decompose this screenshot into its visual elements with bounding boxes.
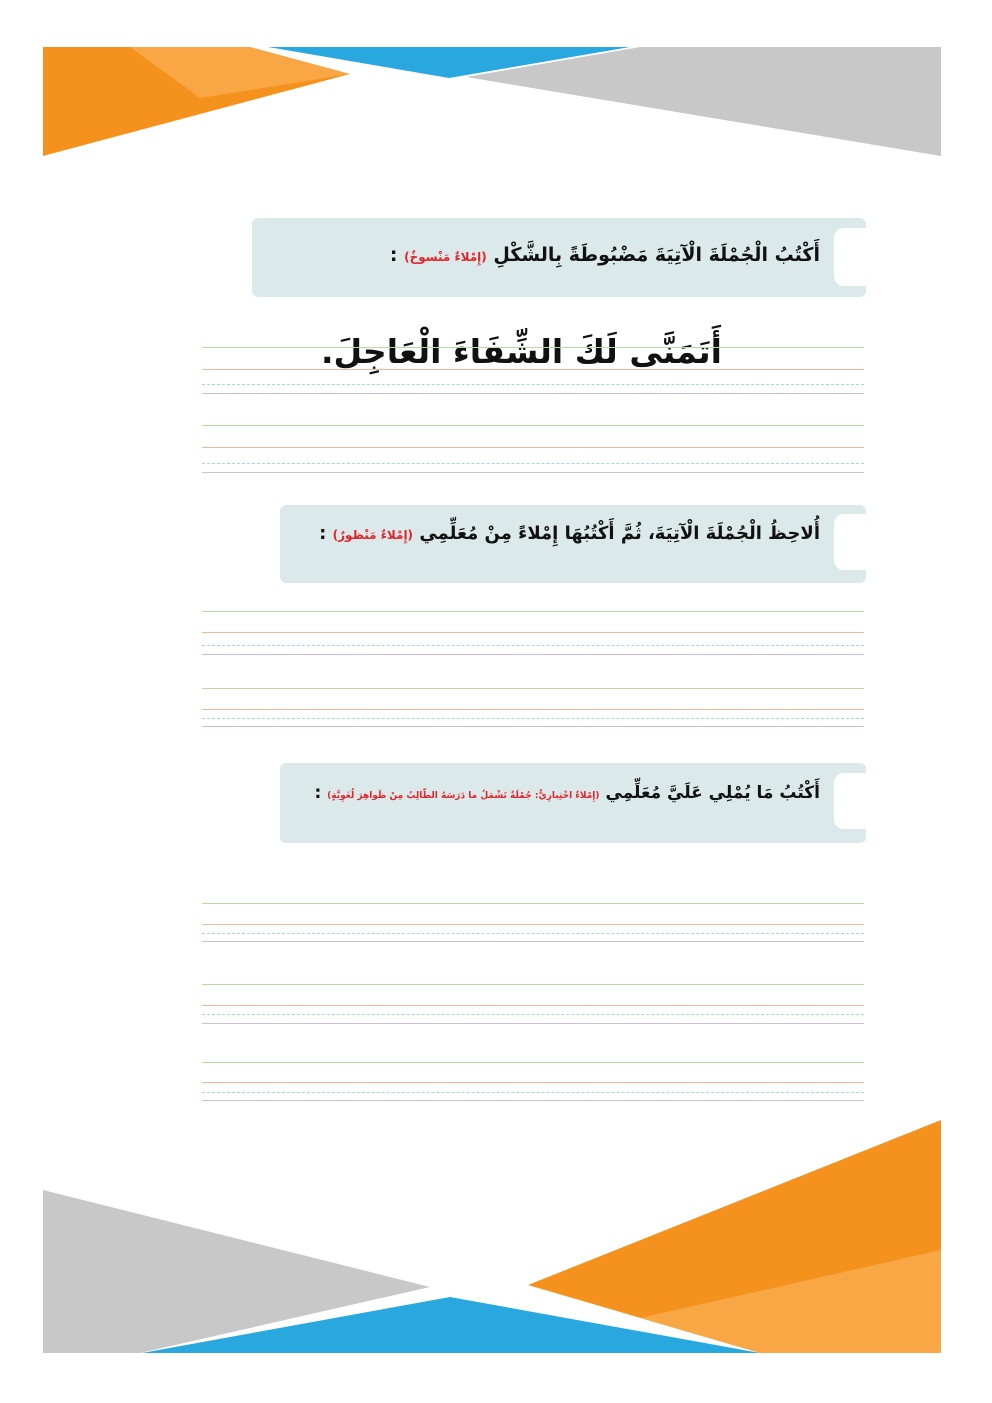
guide-line [202, 369, 864, 370]
guide-line [202, 688, 864, 689]
guide-line [202, 393, 864, 394]
exercise-3-instruction-row [314, 783, 820, 803]
exercise-2-instruction-row [319, 523, 820, 544]
guide-line [202, 611, 864, 612]
guide-line [202, 632, 864, 633]
guide-line [202, 1005, 864, 1006]
guide-line [202, 984, 864, 985]
guide-line [202, 903, 864, 904]
exercise-1-banner [252, 218, 866, 297]
exercise-1-instruction-row [390, 244, 820, 266]
guide-line [202, 425, 864, 426]
guide-line [202, 447, 864, 448]
banner-notch [834, 773, 866, 829]
top-gray-triangle [466, 47, 941, 156]
guide-line [202, 924, 864, 925]
guide-line [202, 709, 864, 710]
exercise-3-banner [280, 763, 866, 843]
exercise-3-note: (إِمْلاءٌ اخْتِبارِيٌّ: جُمْلَةٌ تَشْمَلُ ما دَرَسَهُ الطّالِبُ مِنْ ظَواهِرَ لُغَوِيَّةٍ) [327, 791, 600, 801]
exercise-2-banner [280, 505, 866, 583]
guide-line [202, 645, 864, 646]
guide-line [202, 347, 864, 348]
exercise-3-instruction: أَكْتُبُ مَا يُمْلِي عَلَيَّ مُعَلِّمِي [605, 783, 820, 803]
guide-line [202, 384, 864, 385]
exercise-2-colon: : [319, 523, 327, 544]
guide-line [202, 1100, 864, 1101]
exercise-2-note: (إِمْلاءٌ مَنْظورٌ) [332, 528, 414, 542]
banner-notch [834, 228, 866, 286]
guide-line [202, 941, 864, 942]
guide-line [202, 654, 864, 655]
exercise-2-instruction: أُلاحِظُ الْجُمْلَةَ الْآتِيَةَ، ثُمَّ أَكْتُبُهَا إِمْلاءً مِنْ مُعَلِّمِي [419, 523, 820, 544]
guide-line [202, 472, 864, 473]
banner-notch [834, 514, 866, 570]
guide-line [202, 1014, 864, 1015]
guide-line [202, 726, 864, 727]
guide-line [202, 1082, 864, 1083]
exercise-1-colon: : [389, 244, 398, 266]
guide-line [202, 933, 864, 934]
model-sentence: أَتَمَنَّى لَكَ الشِّفَاءَ الْعَاجِلَ. [320, 332, 722, 371]
guide-line [202, 1092, 864, 1093]
exercise-3-colon: : [314, 783, 322, 803]
guide-line [202, 1023, 864, 1024]
exercise-1-note: (إِمْلاءٌ مَنْسوخٌ) [404, 250, 487, 264]
exercise-1-instruction: أَكْتُبُ الْجُمْلَةَ الْآتِيَةَ مَضْبُوطَةً بِالشَّكْلِ [493, 244, 820, 266]
guide-line [202, 1062, 864, 1063]
guide-line [202, 463, 864, 464]
guide-line [202, 718, 864, 719]
